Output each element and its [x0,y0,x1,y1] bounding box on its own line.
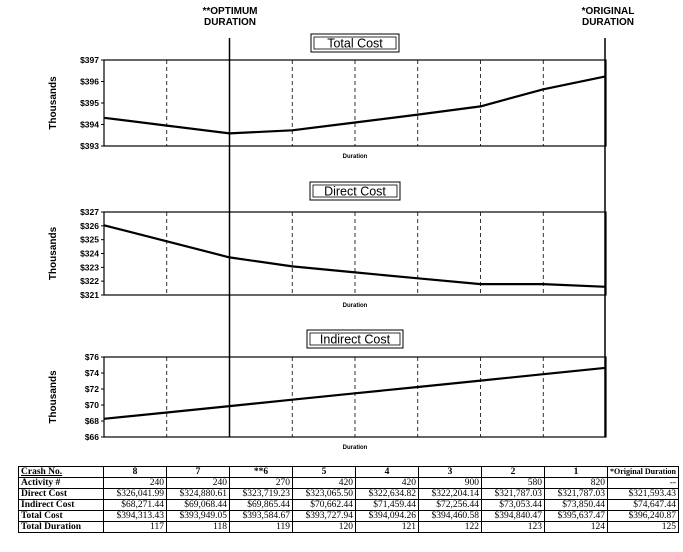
y-tick-label: $394 [80,119,99,130]
y-tick-label: $70 [84,400,99,410]
table-cell: $396,240.87 [608,511,679,522]
table-cell: $68,271.44 [104,500,167,511]
series-line [104,368,606,419]
y-tick-label: $72 [84,384,99,394]
table-cell: 4 [356,467,419,478]
crash-table [18,466,679,533]
row-label: Activity # [19,478,104,489]
table-cell: $393,949.05 [167,511,230,522]
y-tick-label: $397 [80,55,99,65]
table-cell: 121 [356,522,419,533]
table-cell: 900 [419,478,482,489]
table-cell: $69,068.44 [167,500,230,511]
x-axis-label: Duration [342,154,368,160]
y-tick-label: $322 [80,276,99,287]
y-axis-label: Thousands [48,76,59,130]
table-cell: $394,313.43 [104,511,167,522]
table-cell: $74,647.44 [608,500,679,511]
row-label: Direct Cost [19,489,104,500]
chart-title: Direct Cost [324,184,386,199]
table-cell: $69,865.44 [230,500,293,511]
optimum-line-2: DURATION [203,17,257,28]
table-cell: $393,584.67 [230,511,293,522]
table-cell: $321,787.03 [482,489,545,500]
table-cell: 240 [104,478,167,489]
chart-2 [48,182,606,309]
table-cell: 125 [608,522,679,533]
y-tick-label: $323 [80,262,99,273]
table-cell: 117 [104,522,167,533]
table-cell: $73,850.44 [545,500,608,511]
table-row [19,522,679,533]
y-tick-label: $326 [80,220,99,231]
table-cell: $394,094.26 [356,511,419,522]
table-cell: **6 [230,467,293,478]
table-cell: 123 [482,522,545,533]
table-cell: $323,065.50 [293,489,356,500]
table-cell: $70,662.44 [293,500,356,511]
y-tick-label: $393 [80,141,99,151]
table-cell: $321,787.03 [545,489,608,500]
chart-3 [48,330,606,451]
table-cell: 1 [545,467,608,478]
table-cell: -- [608,478,679,489]
y-tick-label: $74 [84,368,99,378]
table-cell: $322,204.14 [419,489,482,500]
table-cell: 120 [293,522,356,533]
table-cell: $323,719.23 [230,489,293,500]
original-line-1: *ORIGINAL [581,6,635,17]
table-cell: *Original Duration [608,467,679,478]
y-axis-label: Thousands [48,226,59,281]
y-tick-label: $325 [80,234,99,245]
table-cell: 270 [230,478,293,489]
table-cell: 119 [230,522,293,533]
table-cell: $73,053.44 [482,500,545,511]
table-cell: $326,041.99 [104,489,167,500]
table-cell: $394,460.58 [419,511,482,522]
table-cell: 420 [293,478,356,489]
table-cell: 124 [545,522,608,533]
table-row [19,478,679,489]
y-tick-label: $321 [80,290,99,300]
y-tick-label: $396 [80,76,99,87]
table-cell: 118 [167,522,230,533]
y-tick-label: $66 [84,432,99,442]
row-label: Indirect Cost [19,500,104,511]
table-cell: $394,840.47 [482,511,545,522]
table-cell: 122 [419,522,482,533]
original-line-2: DURATION [581,17,635,28]
row-label: Total Duration [19,522,104,533]
y-tick-label: $327 [80,207,99,217]
table-cell: $322,634.82 [356,489,419,500]
chart-title: Indirect Cost [319,332,391,347]
table-cell: $71,459.44 [356,500,419,511]
x-axis-label: Duration [342,445,368,451]
y-tick-label: $395 [80,98,99,108]
row-label: Total Cost [19,511,104,522]
table-row [19,489,679,500]
y-tick-label: $324 [80,248,99,259]
table-cell: 5 [293,467,356,478]
table-cell: 7 [167,467,230,478]
table-cell: 420 [356,478,419,489]
table-cell: $393,727.94 [293,511,356,522]
x-axis-label: Duration [342,303,368,309]
y-axis-label: Thousands [48,370,59,424]
table-header-row [19,467,679,478]
table-cell: 3 [419,467,482,478]
table-cell: $395,637.47 [545,511,608,522]
table-cell: 2 [482,467,545,478]
table-row [19,500,679,511]
table-row [19,511,679,522]
table-cell: 580 [482,478,545,489]
chart-title: Total Cost [327,36,383,51]
chart-1 [48,34,606,160]
table-cell: 820 [545,478,608,489]
table-cell: $321,593.43 [608,489,679,500]
optimum-line-1: **OPTIMUM [202,6,258,17]
y-tick-label: $76 [84,352,99,362]
table-cell: $324,880.61 [167,489,230,500]
table-cell: 240 [167,478,230,489]
table-cell: 8 [104,467,167,478]
row-label: Crash No. [19,467,104,478]
plot-frame [104,357,606,437]
table-cell: $72,256.44 [419,500,482,511]
y-tick-label: $68 [84,416,99,426]
